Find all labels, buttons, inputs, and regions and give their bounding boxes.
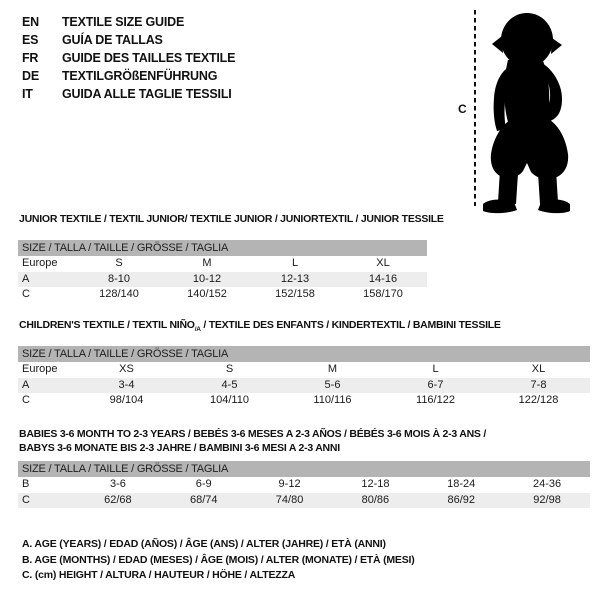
table-row [18, 256, 427, 272]
row-label: Europe [22, 363, 58, 375]
measure-label-c: C [458, 102, 467, 116]
table-cell: 80/86 [361, 493, 390, 506]
language-title-block [22, 13, 235, 103]
language-row [22, 49, 235, 67]
language-code: FR [22, 51, 39, 65]
size-header-bar: SIZE / TALLA / TAILLE / GRÖSSE / TAGLIA [18, 346, 590, 362]
row-label: C [22, 394, 30, 406]
language-code: EN [22, 15, 39, 29]
table-cell: 74/80 [275, 493, 304, 506]
language-row [22, 67, 235, 85]
legend-line-c: C. (cm) HEIGHT / ALTURA / HAUTEUR / HÖHE / ALTEZZA [22, 569, 296, 581]
language-code: ES [22, 33, 39, 47]
table-cell: 10-12 [192, 272, 222, 285]
table-title-line: BABYS 3-6 MONATE BIS 2-3 JAHRE / BAMBINI 3-6 MESI A 2-3 ANNI [19, 442, 340, 454]
table-cell: 62/68 [104, 493, 132, 506]
table-row [18, 393, 590, 409]
table-cell: 4-5 [221, 378, 238, 391]
table-title-line: JUNIOR TEXTILE / TEXTIL JUNIOR/ TEXTILE JUNIOR / JUNIORTEXTIL / JUNIOR TESSILE [19, 213, 444, 225]
table-cell: 3-4 [118, 378, 135, 391]
row-label: A [22, 272, 30, 285]
table-cell: 110/116 [313, 394, 352, 406]
table-cell: 18-24 [447, 478, 476, 490]
table-cell: 6-7 [427, 378, 444, 391]
junior-table-title [19, 213, 444, 225]
table-cell: 5-6 [324, 378, 341, 391]
babies-size-table [18, 461, 590, 508]
table-row [18, 287, 427, 303]
size-header-bar: SIZE / TALLA / TAILLE / GRÖSSE / TAGLIA [18, 461, 590, 477]
table-cell: S [115, 257, 123, 269]
language-label: TEXTILGRÖßENFÜHRUNG [62, 69, 218, 83]
table-cell: 86/92 [447, 493, 475, 506]
row-label: C [22, 493, 30, 506]
table-cell: S [225, 363, 234, 375]
table-cell: 122/128 [518, 394, 559, 406]
table-cell: 6-9 [195, 478, 212, 490]
language-row [22, 31, 235, 49]
measurement-legend [22, 537, 415, 584]
table-cell: 68/74 [189, 493, 218, 506]
row-label: C [22, 288, 30, 300]
table-cell: 9-12 [278, 478, 301, 490]
children-size-table [18, 346, 590, 409]
baby-silhouette-icon [483, 13, 570, 213]
language-label: GUÍA DE TALLAS [62, 33, 163, 47]
table-row [18, 477, 590, 493]
table-row [18, 362, 590, 378]
baby-figure [448, 4, 598, 216]
table-row [18, 378, 590, 394]
babies-table-title [19, 427, 486, 455]
language-label: GUIDA ALLE TAGLIE TESSILI [62, 87, 232, 101]
table-cell: 12-18 [361, 478, 390, 490]
table-cell: 140/152 [187, 288, 227, 300]
table-cell: L [291, 257, 299, 269]
table-cell: M [202, 257, 212, 269]
language-row [22, 85, 235, 103]
table-title-line: BABIES 3-6 MONTH TO 2-3 YEARS / BEBÉS 3-6 MESES A 2-3 AÑOS / BÉBÉS 3-6 MOIS À 2-3 ANS / [19, 428, 487, 440]
table-cell: XL [531, 363, 546, 375]
table-cell: 3-6 [109, 478, 126, 490]
table-cell: 7-8 [530, 378, 547, 391]
table-cell: 98/104 [109, 394, 144, 406]
table-cell: 128/140 [99, 288, 139, 300]
table-cell: 8-10 [107, 272, 131, 285]
table-cell: 24-36 [532, 478, 562, 490]
row-label: A [22, 378, 30, 391]
size-header-bar: SIZE / TALLA / TAILLE / GRÖSSE / TAGLIA [18, 240, 427, 256]
junior-size-table [18, 240, 427, 303]
table-cell: 152/158 [275, 288, 315, 300]
table-cell: 116/122 [416, 394, 455, 406]
language-code: IT [22, 87, 33, 101]
table-cell: 12-13 [280, 272, 310, 285]
language-label: GUIDE DES TAILLES TEXTILE [62, 51, 236, 65]
table-cell: XS [119, 363, 134, 375]
legend-line-b: B. AGE (MONTHS) / EDAD (MESES) / ÂGE (MOIS) / ALTER (MONATE) / ETÀ (MESI) [22, 553, 415, 566]
table-cell: 14-16 [368, 272, 398, 285]
language-row [22, 13, 235, 31]
children-table-title [19, 319, 501, 333]
table-cell: 104/110 [210, 394, 249, 406]
table-cell: 92/98 [533, 493, 561, 506]
table-cell: XL [376, 257, 390, 269]
table-row [18, 272, 427, 288]
table-title-line: CHILDREN'S TEXTILE / TEXTIL $NIÑO_{/A}$ / TEXTILE DES ENFANTS / KINDERTEXTIL / BAMBINI TESSILE [19, 319, 501, 334]
row-label: Europe [22, 257, 58, 269]
table-cell: L [432, 363, 439, 375]
language-code: DE [22, 69, 39, 83]
table-cell: 158/170 [363, 288, 403, 300]
legend-line-a: A. AGE (YEARS) / EDAD (AÑOS) / ÂGE (ANS) / ALTER (JAHRE) / ETÀ (ANNI) [22, 538, 386, 550]
language-label: TEXTILE SIZE GUIDE [62, 15, 185, 29]
table-cell: M [327, 363, 338, 375]
row-label: B [22, 478, 30, 490]
table-row [18, 493, 590, 509]
